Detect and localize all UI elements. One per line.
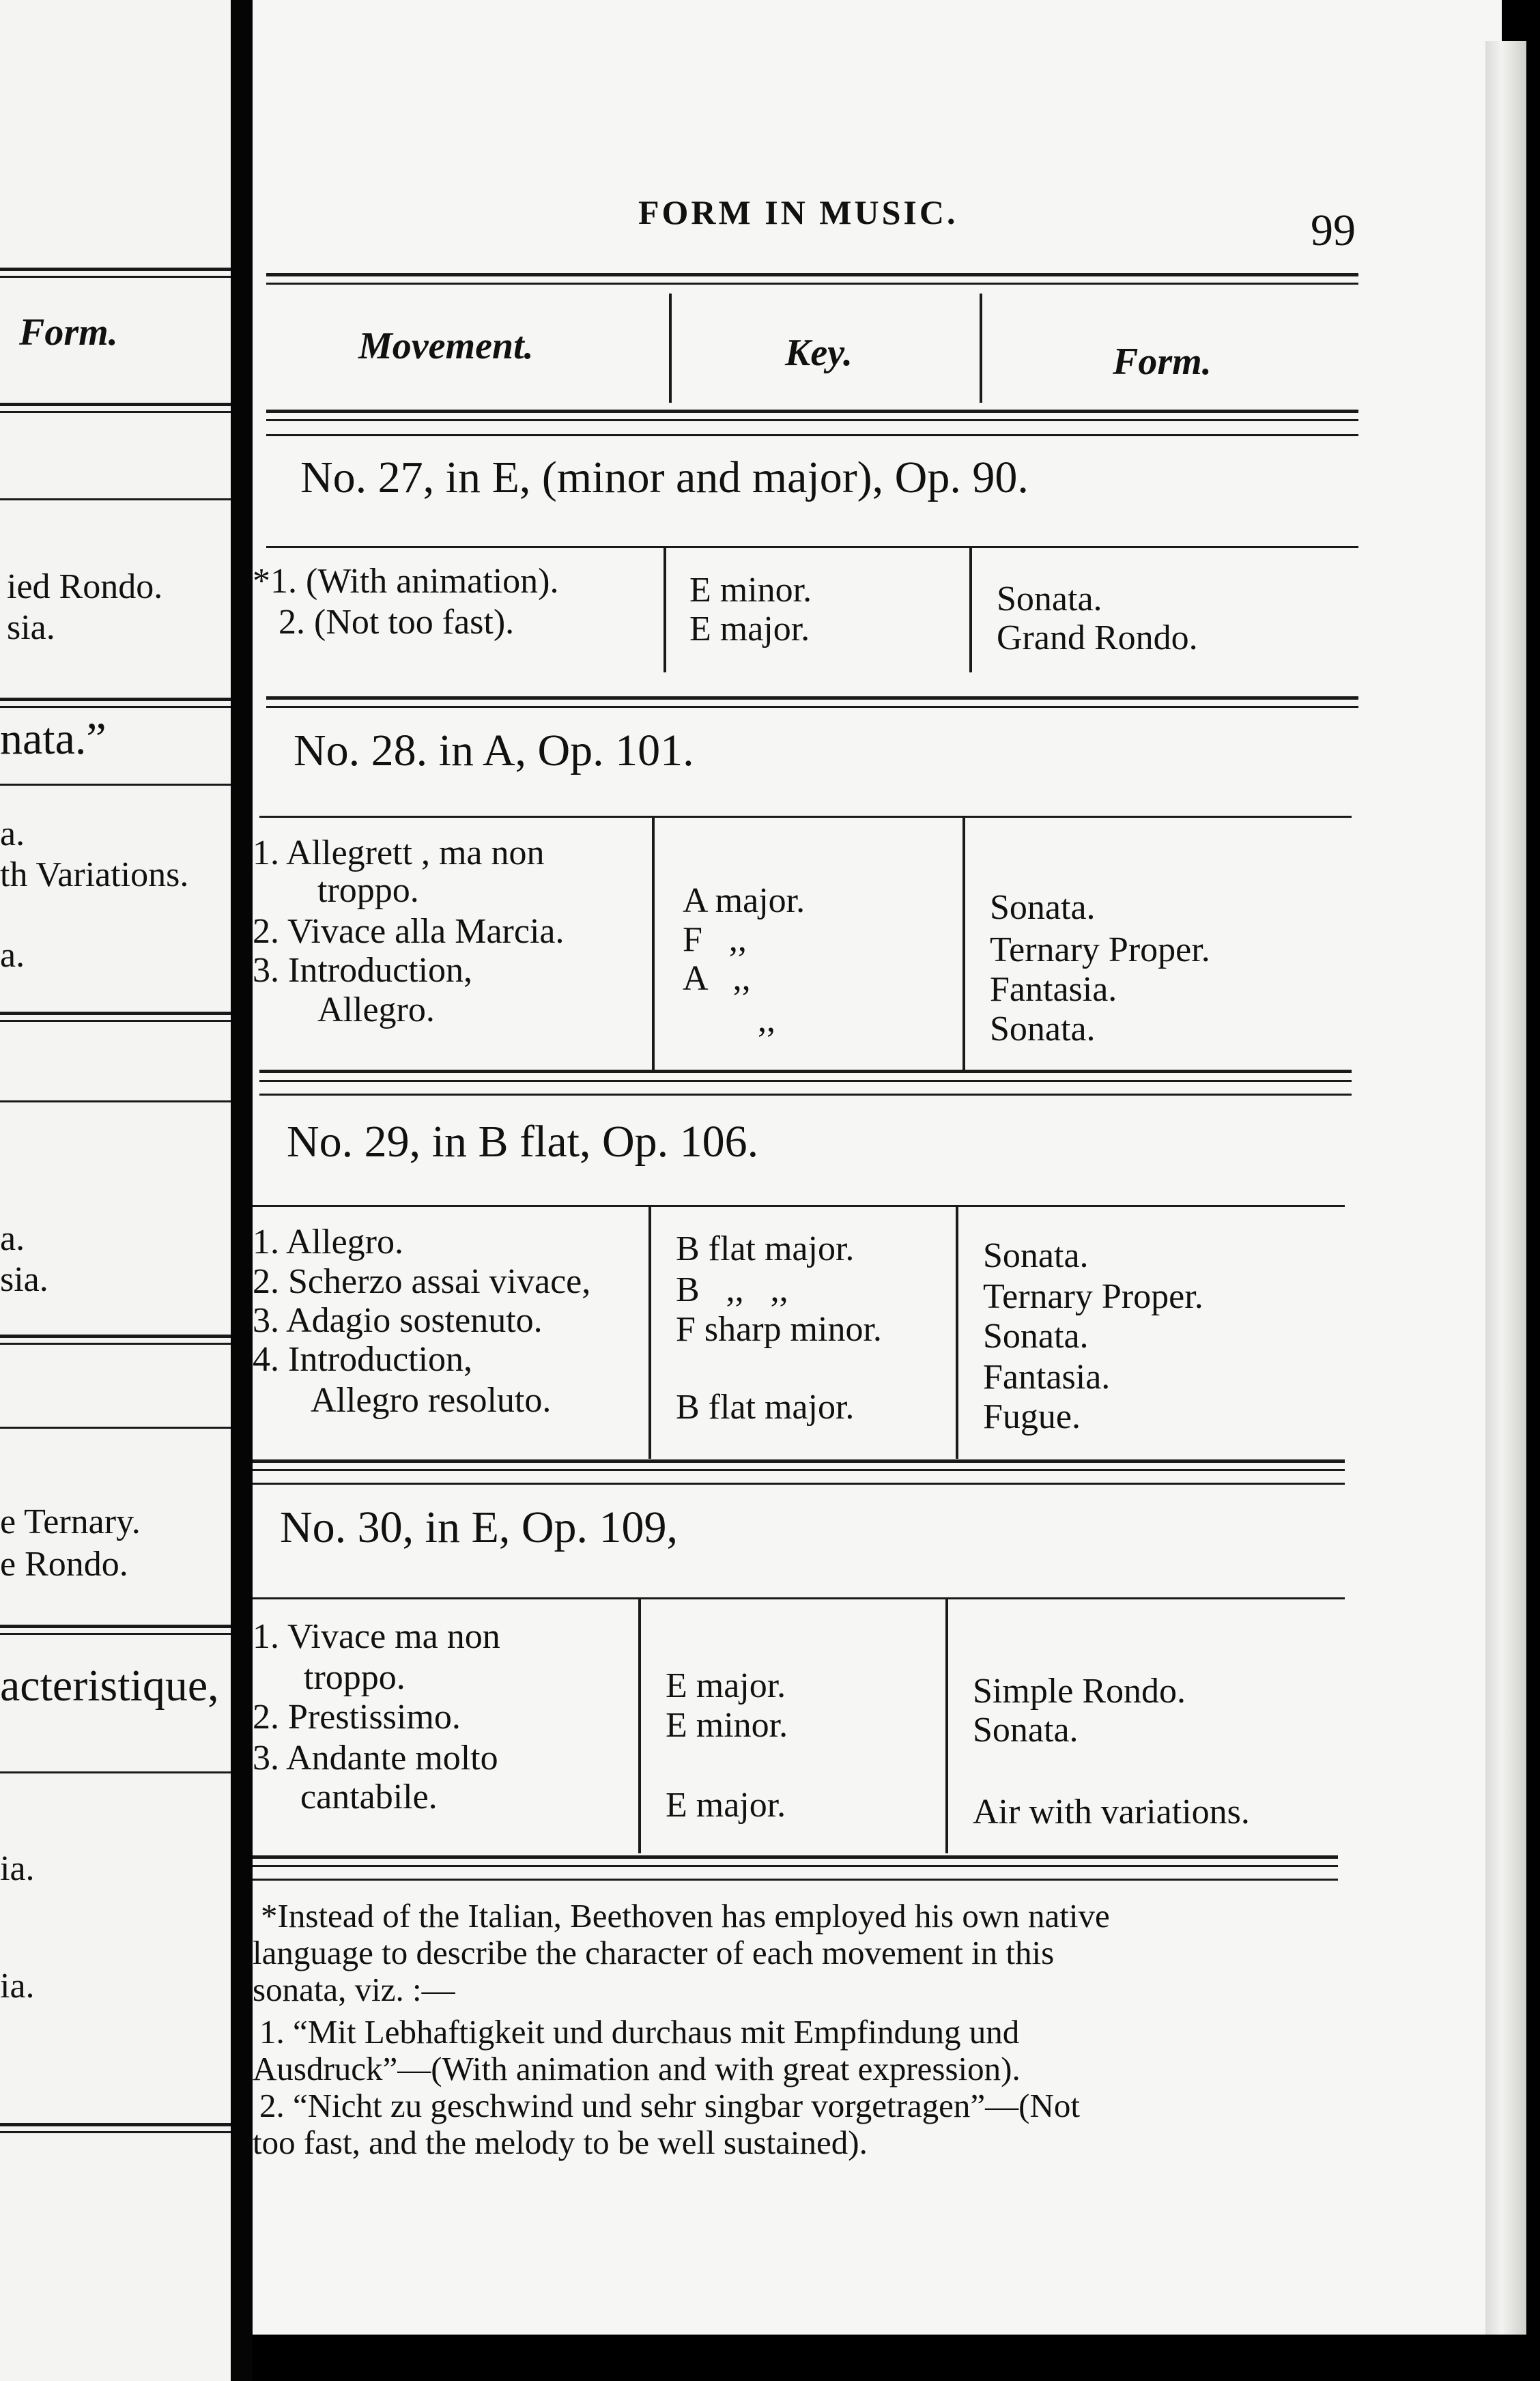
table-top-rule bbox=[266, 283, 1358, 285]
form-text: Sonata. bbox=[973, 1711, 1079, 1750]
left-rule bbox=[0, 1335, 231, 1338]
movement-text: cantabile. bbox=[300, 1778, 438, 1816]
column-divider bbox=[962, 816, 965, 1070]
left-row-text: a. bbox=[0, 1219, 25, 1258]
key-text: E major. bbox=[666, 1666, 786, 1705]
right-page bbox=[253, 0, 1502, 2335]
key-text: B ,, ,, bbox=[676, 1270, 788, 1309]
key-text: B flat major. bbox=[676, 1388, 855, 1427]
form-text: Sonata. bbox=[983, 1236, 1089, 1275]
left-rule bbox=[0, 1020, 231, 1022]
section-rule bbox=[266, 706, 1358, 708]
form-text: Grand Rondo. bbox=[997, 618, 1198, 657]
section-rule bbox=[259, 1070, 1352, 1073]
footnote-line: sonata, viz. :— bbox=[253, 1971, 455, 2008]
movement-text: Allegro. bbox=[317, 990, 435, 1029]
row-rule bbox=[253, 1597, 1345, 1599]
form-text: Sonata. bbox=[983, 1317, 1089, 1356]
left-rule bbox=[0, 1771, 231, 1773]
sonata-title: No. 28. in A, Op. 101. bbox=[294, 726, 694, 775]
form-text: Fugue. bbox=[983, 1397, 1081, 1436]
movement-text: 3. Introduction, bbox=[253, 951, 473, 990]
key-text: E minor. bbox=[666, 1706, 788, 1745]
header-bottom-rule bbox=[266, 410, 1358, 413]
running-head: FORM IN MUSIC. bbox=[638, 193, 958, 231]
footnote-line: 1. “Mit Lebhaftigkeit und durchaus mit Empfindung und bbox=[259, 2013, 1020, 2051]
footnote-line: too fast, and the melody to be well sustained). bbox=[253, 2124, 868, 2161]
left-rule bbox=[0, 698, 231, 701]
left-row-text: e Ternary. bbox=[0, 1502, 141, 1541]
left-rule bbox=[0, 1427, 231, 1429]
left-row-text: sia. bbox=[7, 608, 55, 647]
sonata-title: No. 29, in B flat, Op. 106. bbox=[287, 1117, 759, 1167]
key-text: F sharp minor. bbox=[676, 1310, 882, 1349]
sonata-title: No. 30, in E, Op. 109, bbox=[280, 1502, 678, 1552]
column-header-form: Form. bbox=[1113, 341, 1212, 383]
left-row-text: acteristique, bbox=[0, 1661, 219, 1711]
footnote-line: *Instead of the Italian, Beethoven has employed his own native bbox=[261, 1897, 1110, 1935]
left-row-text: ia. bbox=[0, 1967, 35, 2006]
column-header-movement: Movement. bbox=[358, 325, 534, 367]
column-divider bbox=[664, 546, 666, 672]
form-text: Ternary Proper. bbox=[983, 1277, 1203, 1316]
section-rule bbox=[259, 1094, 1352, 1096]
movement-text: 2. Vivace alla Marcia. bbox=[253, 912, 565, 951]
left-row-text: sia. bbox=[0, 1260, 48, 1299]
movement-text: 1. Allegro. bbox=[253, 1223, 403, 1261]
footnote-line: 2. “Nicht zu geschwind und sehr singbar vorgetragen”—(Not bbox=[259, 2087, 1080, 2124]
column-divider bbox=[669, 294, 672, 403]
movement-text: 4. Introduction, bbox=[253, 1340, 473, 1379]
movement-text: Allegro resoluto. bbox=[311, 1381, 552, 1420]
left-row-text: nata.” bbox=[0, 714, 106, 764]
movement-text: troppo. bbox=[317, 871, 419, 910]
left-row-text: a. bbox=[0, 814, 25, 853]
section-rule bbox=[259, 1080, 1352, 1082]
key-text: E major. bbox=[666, 1786, 786, 1825]
column-divider bbox=[969, 546, 972, 672]
key-text: B flat major. bbox=[676, 1229, 855, 1268]
left-rule bbox=[0, 276, 231, 278]
column-divider bbox=[945, 1597, 948, 1853]
left-rule bbox=[0, 268, 231, 271]
left-rule bbox=[0, 706, 231, 708]
column-divider bbox=[638, 1597, 641, 1853]
form-text: Sonata. bbox=[990, 1010, 1096, 1049]
left-rule bbox=[0, 1633, 231, 1635]
form-text: Air with variations. bbox=[973, 1793, 1250, 1831]
column-divider bbox=[956, 1205, 958, 1459]
column-header-key: Key. bbox=[785, 332, 853, 374]
left-rule bbox=[0, 1100, 231, 1102]
movement-text: 2. (Not too fast). bbox=[279, 603, 515, 642]
key-text: A ,, bbox=[683, 959, 751, 998]
movement-text: 3. Adagio sostenuto. bbox=[253, 1301, 543, 1340]
sonata-title: No. 27, in E, (minor and major), Op. 90. bbox=[300, 453, 1029, 502]
column-divider bbox=[652, 816, 655, 1070]
section-rule bbox=[266, 696, 1358, 700]
left-row-text: a. bbox=[0, 936, 25, 975]
left-row-text: ia. bbox=[0, 1849, 35, 1888]
key-text: E major. bbox=[689, 610, 810, 648]
page-edge bbox=[1485, 41, 1526, 2335]
left-rule bbox=[0, 411, 231, 413]
movement-text: 2. Scherzo assai vivace, bbox=[253, 1262, 591, 1301]
key-text: ,, bbox=[758, 1001, 775, 1040]
left-rule bbox=[0, 784, 231, 786]
section-rule bbox=[253, 1483, 1345, 1485]
page-number: 99 bbox=[1311, 205, 1356, 255]
section-rule bbox=[253, 1865, 1338, 1867]
form-text: Ternary Proper. bbox=[990, 930, 1210, 969]
left-row-text: th Variations. bbox=[0, 855, 189, 894]
left-rule bbox=[0, 2123, 231, 2126]
form-text: Fantasia. bbox=[983, 1358, 1111, 1397]
left-row-text: ied Rondo. bbox=[7, 567, 163, 606]
section-rule bbox=[253, 1469, 1345, 1471]
column-divider bbox=[980, 294, 982, 403]
form-text: Sonata. bbox=[990, 888, 1096, 927]
form-text: Simple Rondo. bbox=[973, 1672, 1186, 1711]
header-bottom-rule bbox=[266, 434, 1358, 436]
book-spine bbox=[231, 0, 253, 2381]
row-rule bbox=[253, 1205, 1345, 1207]
table-top-rule bbox=[266, 273, 1358, 276]
movement-text: 3. Andante molto bbox=[253, 1739, 498, 1778]
key-text: E minor. bbox=[689, 571, 812, 610]
form-text: Fantasia. bbox=[990, 970, 1117, 1009]
section-rule bbox=[253, 1459, 1345, 1463]
left-rule bbox=[0, 2131, 231, 2133]
column-divider bbox=[648, 1205, 651, 1459]
left-column-header: Form. bbox=[19, 311, 118, 354]
footnote-line: language to describe the character of each movement in this bbox=[253, 1934, 1055, 1971]
left-rule bbox=[0, 1012, 231, 1015]
key-text: F ,, bbox=[683, 920, 747, 959]
movement-text: 2. Prestissimo. bbox=[253, 1698, 461, 1737]
row-rule bbox=[259, 816, 1352, 818]
movement-text: *1. (With animation). bbox=[253, 562, 559, 601]
movement-text: 1. Vivace ma non bbox=[253, 1617, 500, 1656]
movement-text: troppo. bbox=[304, 1658, 405, 1697]
form-text: Sonata. bbox=[997, 580, 1102, 618]
key-text: A major. bbox=[683, 881, 805, 920]
left-rule bbox=[0, 498, 231, 500]
left-row-text: e Rondo. bbox=[0, 1545, 128, 1584]
row-rule bbox=[266, 546, 1358, 548]
left-page-fragment bbox=[0, 0, 231, 2381]
header-bottom-rule bbox=[266, 419, 1358, 421]
movement-text: 1. Allegrett , ma non bbox=[253, 833, 545, 872]
left-rule bbox=[0, 1343, 231, 1345]
section-rule bbox=[253, 1855, 1338, 1859]
left-rule bbox=[0, 403, 231, 406]
footnote-line: Ausdruck”—(With animation and with great expression). bbox=[253, 2050, 1021, 2087]
left-rule bbox=[0, 1625, 231, 1628]
section-rule bbox=[253, 1879, 1338, 1881]
